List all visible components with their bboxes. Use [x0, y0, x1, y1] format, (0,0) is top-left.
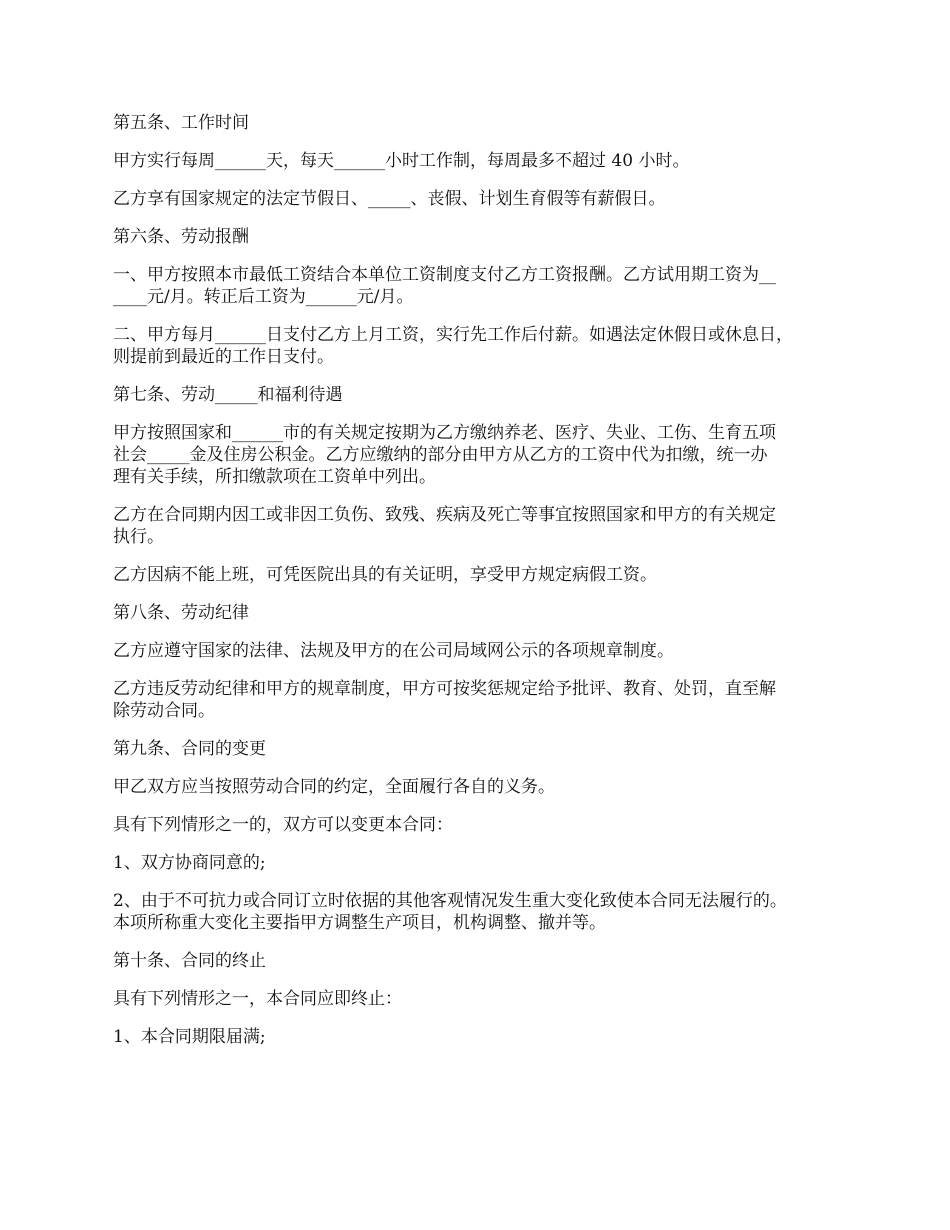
section-heading-article-10: 第十条、合同的终止 — [113, 951, 266, 971]
paragraph-rules-compliance: 乙方应遵守国家的法律、法规及甲方的在公司局域网公示的各项规章制度。 — [113, 641, 674, 661]
section-heading-article-6: 第六条、劳动报酬 — [113, 227, 249, 247]
section-heading-article-7: 第七条、劳动_____和福利待遇 — [113, 385, 343, 405]
paragraph-change-conditions: 具有下列情形之一的，双方可以变更本合同： — [113, 815, 453, 835]
list-item-change-2: 2、由于不可抗力或合同订立时依据的其他客观情况发生重大变化致使本合同无法履行的。 本项所称重大变化主要指甲方调整生产项目，机构调整、撤并等。 — [113, 891, 787, 933]
paragraph-discipline-violation: 乙方违反劳动纪律和甲方的规章制度，甲方可按奖惩规定给予批评、教育、处罚，直至解 除劳动合同。 — [113, 679, 776, 721]
section-heading-article-9: 第九条、合同的变更 — [113, 739, 266, 759]
paragraph-working-hours: 甲方实行每周______天，每天______小时工作制，每周最多不超过 40 小时。 — [113, 151, 690, 171]
section-heading-article-8: 第八条、劳动纪律 — [113, 603, 249, 623]
paragraph-salary-rate: 一、甲方按照本市最低工资结合本单位工资制度支付乙方工资报酬。乙方试用期工资为__ ____元/月。转正后工资为______元/月。 — [113, 265, 776, 307]
paragraph-termination-conditions: 具有下列情形之一，本合同应即终止： — [113, 989, 402, 1009]
paragraph-pay-day: 二、甲方每月______日支付乙方上月工资，实行先工作后付薪。如遇法定休假日或休息日， 则提前到最近的工作日支付。 — [113, 325, 793, 367]
paragraph-paid-holidays: 乙方享有国家规定的法定节假日、_____、丧假、计划生育假等有薪假日。 — [113, 189, 666, 209]
paragraph-sick-leave: 乙方因病不能上班，可凭医院出具的有关证明，享受甲方规定病假工资。 — [113, 565, 657, 585]
section-heading-article-5: 第五条、工作时间 — [113, 113, 249, 133]
document-body — [113, 112, 843, 1064]
paragraph-obligations: 甲乙双方应当按照劳动合同的约定，全面履行各自的义务。 — [113, 777, 555, 797]
list-item-change-1: 1、双方协商同意的; — [113, 853, 266, 873]
list-item-termination-1: 1、本合同期限届满; — [113, 1027, 266, 1047]
paragraph-injury-handling: 乙方在合同期内因工或非因工负伤、致残、疾病及死亡等事宜按照国家和甲方的有关规定 执行。 — [113, 505, 776, 547]
paragraph-social-insurance: 甲方按照国家和______市的有关规定按期为乙方缴纳养老、医疗、失业、工伤、生育五项 社会_____金及住房公积金。乙方应缴纳的部分由甲方从乙方的工资中代为扣缴，统一办 理有关手续，所扣缴款项在工资单中列出。 — [113, 423, 776, 487]
